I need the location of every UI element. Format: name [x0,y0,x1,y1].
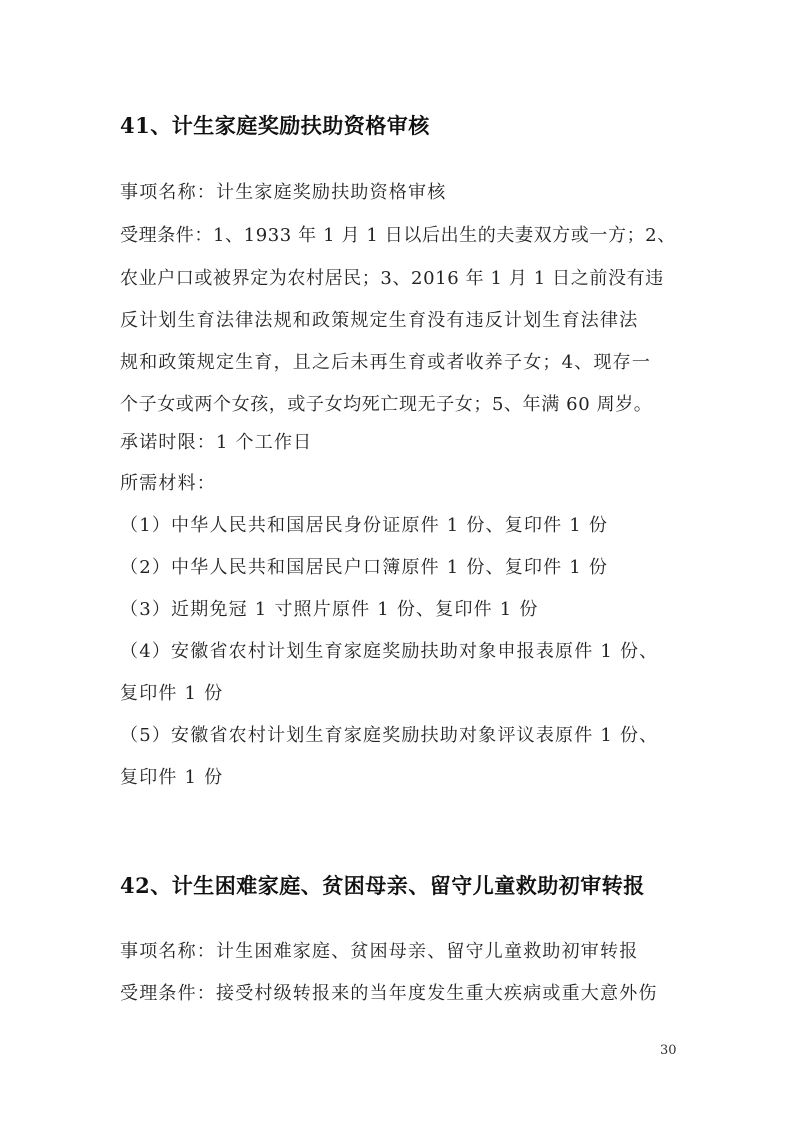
section-41-line: 受理条件：1、1933 年 1 月 1 日以后出生的夫妻双方或一方；2、 [120,225,676,246]
material-item: （1）中华人民共和国居民身份证原件 1 份、复印件 1 份 [120,515,609,536]
section-41-heading: 41、计生家庭奖励扶助资格审核 [120,113,430,138]
section-41-line: 承诺时限：1 个工作日 [120,432,313,453]
section-42-line: 受理条件：接受村级转报来的当年度发生重大疾病或重大意外伤 [120,983,658,1004]
section-41-line: 事项名称：计生家庭奖励扶助资格审核 [120,182,447,203]
section-42-heading: 42、计生困难家庭、贫困母亲、留守儿童救助初审转报 [120,873,645,898]
material-item: （2）中华人民共和国居民户口簿原件 1 份、复印件 1 份 [120,557,609,578]
material-item-continued: 复印件 1 份 [120,683,224,704]
section-41-line: 规和政策规定生育，且之后未再生育或者收养子女；4、现存一 [120,352,652,373]
section-42-line: 事项名称：计生困难家庭、贫困母亲、留守儿童救助初审转报 [120,941,639,962]
material-item: （5）安徽省农村计划生育家庭奖励扶助对象评议表原件 1 份、 [120,725,659,746]
material-item: （3）近期免冠 1 寸照片原件 1 份、复印件 1 份 [120,599,539,620]
section-41-line: 农业户口或被界定为农村居民；3、2016 年 1 月 1 日之前没有违 [120,268,664,289]
material-item: （4）安徽省农村计划生育家庭奖励扶助对象申报表原件 1 份、 [120,641,659,662]
section-41-line: 反计划生育法律法规和政策规定生育没有违反计划生育法律法 [120,310,639,331]
material-item-continued: 复印件 1 份 [120,767,224,788]
section-41-line: 所需材料： [120,473,216,494]
page-number: 30 [660,1043,677,1058]
section-41-line: 个子女或两个女孩，或子女均死亡现无子女；5、年满 60 周岁。 [120,394,653,415]
